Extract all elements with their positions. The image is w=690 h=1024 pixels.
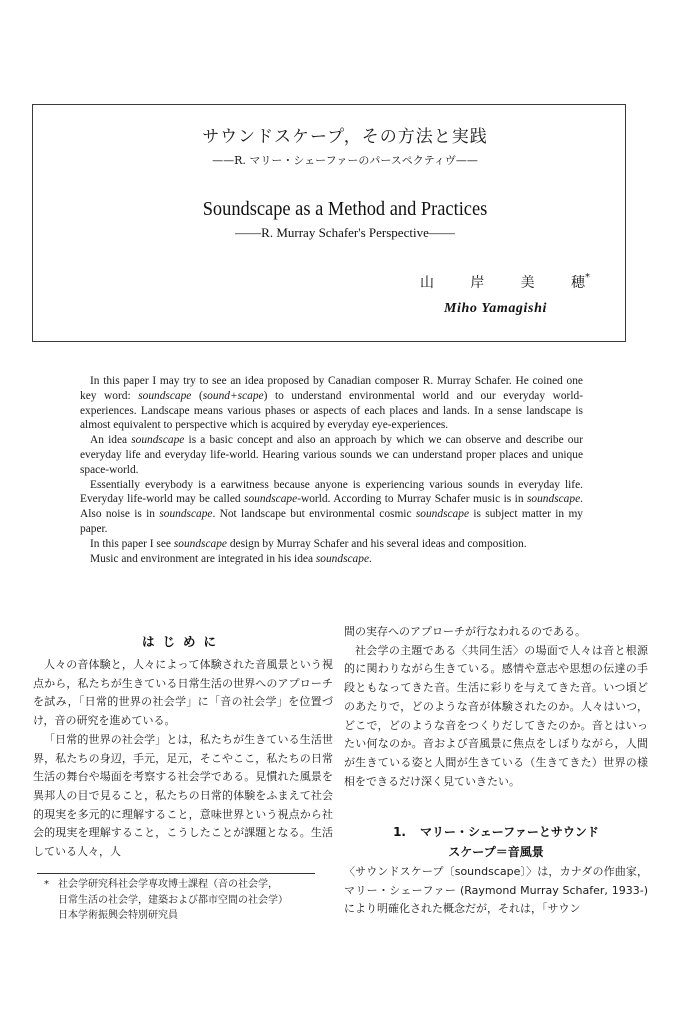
footnote-line: 日本学術振興会特別研究員 [58,910,178,921]
footnote-separator [37,873,315,874]
author-char: 岸 [470,275,485,291]
abstract-text: design by Murray Schafer and his several ideas and composition. [226,537,527,550]
author-char-last: 穂* [570,272,590,291]
intro-continuation: 間の実存へのアプローチが行なわれるのである。 [344,625,586,638]
abstract-text: ( [191,389,203,402]
abstract-paragraph [80,537,583,552]
abstract-text: In this paper I may try to see an idea proposed by Canadian composer R. Murray Schafer. He coined one key word: [80,375,583,402]
abstract-text: Essentially everybody is a earwitness because anyone is experiencing various sounds in everyday life. Everyday life-world may be called [80,478,583,506]
section-heading-line: スケープ＝音風景 [448,845,544,859]
abstract-italic-term: soundscape [315,552,370,565]
footnote-marker: * [44,879,49,890]
left-column-body [33,656,333,862]
abstract-italic-term: soundscape [159,508,213,521]
title-japanese: サウンドスケープ，その方法と実践 [202,127,488,147]
footnote-marker: * [584,272,590,283]
abstract-italic-term: soundscape [244,493,298,506]
abstract-paragraph [80,433,583,477]
section-heading-introduction: はじめに [141,634,224,649]
abstract-paragraph [80,552,583,567]
abstract-text: -world. According to Murray Schafer music is in [297,493,527,506]
abstract-text: is a basic concept and also an approach by which we can observe and describe our everyday life and everyday life-world. Hearing various sounds we can understand proper places and unique space-world. [80,434,583,476]
right-column-body [344,623,648,791]
abstract-italic-term: soundscape [173,537,227,550]
abstract-paragraph [80,374,583,433]
author-name-english: Miho Yamagishi [444,301,547,316]
author-char: 山 [420,275,434,291]
intro-paragraph: 「日常的世界の社会学」とは，私たちが生きている生活世界，私たちの身辺，手元，足元，そこやここ，私たちの日常生活の舞台や場面を考察する社会学である。見慣れた風景を異邦人の目で見ること，私たちの日常的体験をふまえて社会的現実を多元的に理解すること，意味世界という視点から社会的現実を理解すること，こうしたことが課題となる。生活している人々，人 [33,732,333,859]
abstract-italic-term: soundscape [131,434,185,447]
intro-paragraph: 社会学の主題である〈共同生活〉の場面で人々は音と根源的に関わりながら生きている。感情や意志や思想の伝達の手段ともなってきた音。生活に彩りを与えてきた音。いつ頃どのあたりで，どのような音が体験されたのか。人々はいつ，どこで，どのような音をつくりだしてきたのか。音とはいったい何なのか。音および音風景に焦点をしぼりながら，人間が生きている姿と人間が生きている（生きてきた）世界の様相をできるだけ深く見ていきたい。 [344,643,648,788]
abstract [80,374,583,566]
section-1-body [344,863,648,919]
abstract-text: is subject matter in my paper. [80,508,583,535]
subtitle-english: ——R. Murray Schafer's Perspective—— [235,225,455,240]
abstract-text: . Also noise is in [80,493,583,521]
abstract-text: In this paper I see [90,537,174,550]
abstract-text: . Not landscape but environmental cosmic [212,508,416,521]
abstract-italic-term: soundscape [526,493,581,506]
section-paragraph: 〈サウンドスケープ〔soundscape〕〉は，カナダの作曲家，マリー・シェーファー (Raymond Murray Schafer, 1933-) により明確化された概念だが，それは，「サウン [344,865,648,916]
author-char: 美 [520,275,535,291]
author-name-japanese [420,272,590,292]
footnote [44,877,338,924]
abstract-text: Music and environment are integrated in his idea [90,552,316,565]
footnote-line: 社会学研究科社会学専攻博士課程（音の社会学， [58,879,278,890]
section-number: 1. [393,825,406,839]
abstract-text: An idea [90,434,132,447]
abstract-text: . [369,552,372,565]
footnote-line: 日常生活の社会学，建築および都市空間の社会学） [58,894,288,906]
title-english: Soundscape as a Method and Practices [202,198,488,220]
section-heading-line: マリー・シェーファーとサウンド [420,825,599,839]
abstract-italic-term: soundscape [415,508,470,521]
subtitle-japanese: ——R. マリー・シェーファーのパースペクティヴ—— [212,154,478,167]
section-heading-1 [344,822,648,862]
abstract-italic-term: sound+scape [202,389,264,402]
intro-paragraph: 人々の音体験と，人々によって体験された音風景という視点から，私たちが生きている日常生活の世界へのアプローチを試み，「日常的世界の社会学」に「音の社会学」を位置づけ，音の研究を進めている。 [33,658,333,728]
abstract-text: ) to understand environmental world and our everyday world-experiences. Landscape means various phases or aspects of each places and lands. In a sense landscape is almost equivalent to perspective which is acquired by everyday eye-experiences. [80,389,583,432]
abstract-italic-term: soundscape [138,389,192,402]
abstract-paragraph [80,478,583,537]
